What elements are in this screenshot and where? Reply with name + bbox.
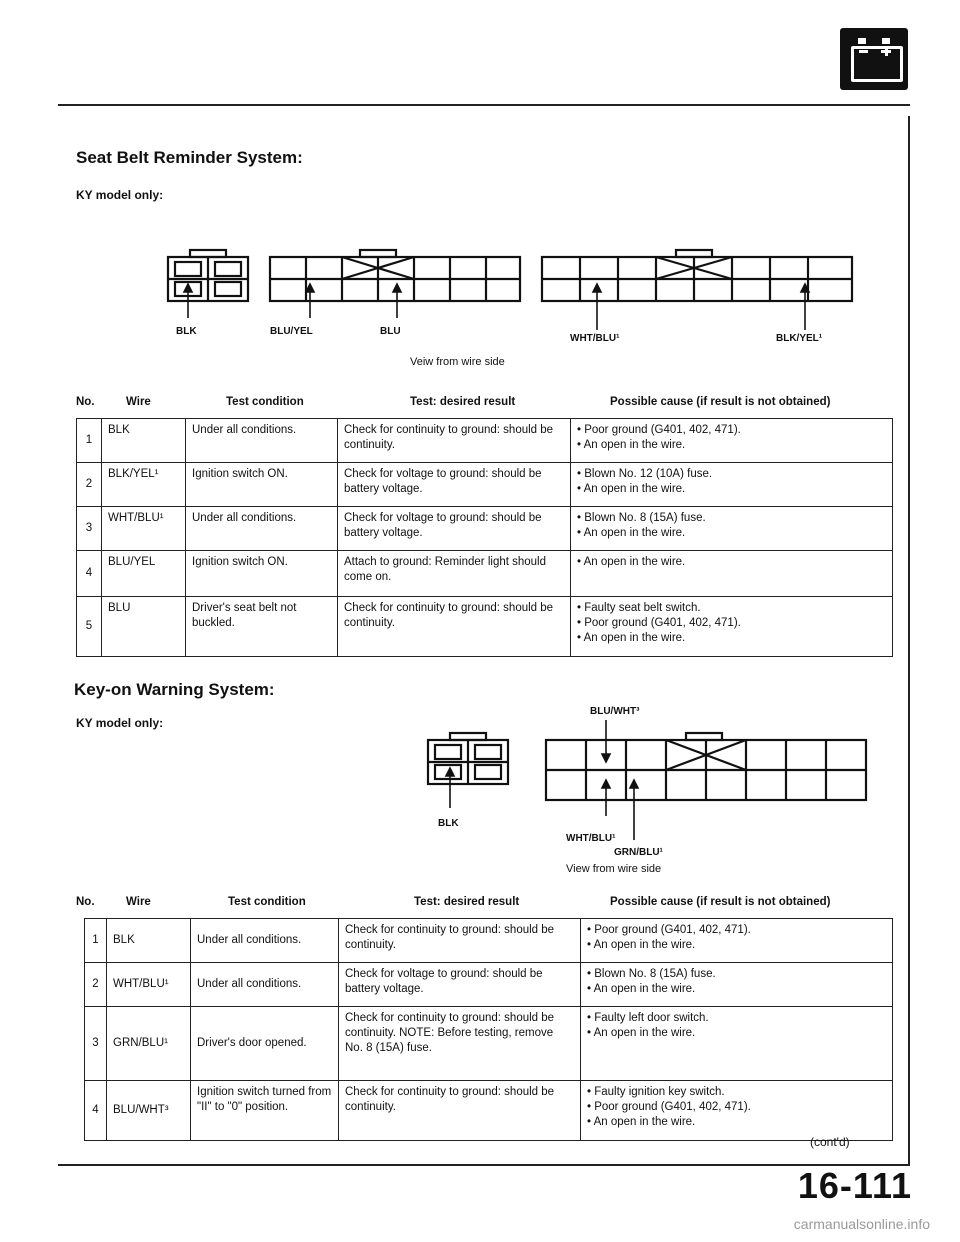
header-condition-1: Test condition (226, 396, 304, 408)
connector-diagram-2 (420, 720, 880, 840)
view-caption-1: Veiw from wire side (410, 356, 505, 368)
connector-2pin (428, 733, 508, 784)
row-causes (571, 507, 893, 551)
connector-14pin-center (270, 250, 520, 301)
cause-item: • An open in the wire. (577, 631, 686, 644)
row-causes (571, 597, 893, 657)
row-wire: GRN/BLU¹ (107, 1007, 191, 1081)
header-wire-2: Wire (126, 896, 151, 908)
header-no-2: No. (76, 896, 95, 908)
cause-item: • Blown No. 8 (15A) fuse. (587, 968, 716, 980)
table-row (85, 1007, 893, 1081)
cause-item: • An open in the wire. (577, 438, 686, 451)
wire-label-wht-blu: WHT/BLU¹ (570, 333, 620, 344)
section-title-key-on-warning: Key-on Warning System: (74, 680, 275, 699)
cause-item: • Poor ground (G401, 402, 471). (577, 424, 741, 436)
cause-item: • Blown No. 12 (10A) fuse. (577, 468, 713, 480)
table-row (77, 419, 893, 463)
table-row (77, 597, 893, 657)
connector-2pin (168, 250, 248, 301)
test-table-2 (84, 918, 893, 1141)
page-number: 16-111 (797, 1165, 912, 1206)
row-condition: Ignition switch turned from "II" to "0" position. (191, 1081, 339, 1141)
wire-label-blk-yel: BLK/YEL¹ (776, 333, 823, 344)
row-no: 4 (85, 1081, 107, 1141)
row-result: Attach to ground: Reminder light should come on. (338, 551, 571, 597)
wire-label-blk: BLK (176, 326, 197, 337)
row-causes (581, 919, 893, 963)
cause-item: • Blown No. 8 (15A) fuse. (577, 512, 706, 524)
header-result-2: Test: desired result (414, 896, 520, 908)
row-causes (581, 963, 893, 1007)
row-condition: Under all conditions. (191, 919, 339, 963)
view-caption-2: View from wire side (566, 863, 662, 875)
wire-label-blu-yel: BLU/YEL (270, 326, 313, 337)
row-no: 2 (85, 963, 107, 1007)
section-title-seat-belt: Seat Belt Reminder System: (76, 148, 303, 167)
row-causes (581, 1081, 893, 1141)
cause-item: • An open in the wire. (577, 482, 686, 495)
table-row (85, 1081, 893, 1141)
top-rule (58, 104, 910, 106)
row-no: 3 (85, 1007, 107, 1081)
row-causes (571, 463, 893, 507)
row-wire: BLU/YEL (102, 551, 186, 597)
header-wire-1: Wire (126, 396, 151, 408)
row-result: Check for continuity to ground: should be continuity. (338, 419, 571, 463)
row-condition: Under all conditions. (191, 963, 339, 1007)
cause-item: • An open in the wire. (587, 982, 696, 995)
row-condition: Driver's seat belt not buckled. (186, 597, 338, 657)
header-condition-2: Test condition (228, 896, 306, 908)
row-no: 3 (77, 507, 102, 551)
cause-item: • Faulty left door switch. (587, 1012, 709, 1024)
connector-diagram-1 (160, 240, 870, 350)
row-condition: Ignition switch ON. (186, 551, 338, 597)
row-wire: WHT/BLU¹ (107, 963, 191, 1007)
header-no-1: No. (76, 396, 95, 408)
header-result-1: Test: desired result (410, 396, 516, 408)
row-result: Check for continuity to ground: should be continuity. NOTE: Before testing, remove No. 8 (15A) fuse. (339, 1007, 581, 1081)
cause-item: • An open in the wire. (587, 938, 696, 951)
row-no: 1 (77, 419, 102, 463)
wire-label-blu-wht: BLU/WHT³ (590, 706, 640, 717)
row-no: 2 (77, 463, 102, 507)
cause-item: • An open in the wire. (587, 1026, 696, 1039)
table-row (85, 919, 893, 963)
row-causes (571, 551, 893, 597)
row-condition: Under all conditions. (186, 507, 338, 551)
right-rule (908, 116, 910, 1166)
row-causes (581, 1007, 893, 1081)
wire-label-blk-2: BLK (438, 818, 459, 829)
table-row (85, 963, 893, 1007)
row-wire: BLU (102, 597, 186, 657)
bottom-rule (58, 1164, 910, 1166)
cause-item: • Faulty ignition key switch. (587, 1086, 725, 1098)
row-result: Check for continuity to ground: should be continuity. (338, 597, 571, 657)
row-result: Check for voltage to ground: should be battery voltage. (339, 963, 581, 1007)
wire-label-blu: BLU (380, 326, 401, 337)
row-causes (571, 419, 893, 463)
row-result: Check for voltage to ground: should be battery voltage. (338, 507, 571, 551)
table-row (77, 463, 893, 507)
row-no: 4 (77, 551, 102, 597)
battery-icon (840, 28, 908, 90)
cause-item: • Faulty seat belt switch. (577, 602, 701, 614)
row-result: Check for voltage to ground: should be battery voltage. (338, 463, 571, 507)
connector-14pin (546, 733, 866, 800)
row-wire: WHT/BLU¹ (102, 507, 186, 551)
cause-item: • An open in the wire. (587, 1115, 696, 1128)
wire-label-grn-blu: GRN/BLU¹ (614, 847, 663, 858)
table-row (77, 551, 893, 597)
row-wire: BLK/YEL¹ (102, 463, 186, 507)
header-cause-1: Possible cause (if result is not obtained) (610, 396, 831, 408)
cause-item: • Poor ground (G401, 402, 471). (577, 616, 741, 629)
row-wire: BLU/WHT³ (107, 1081, 191, 1141)
cause-item: • Poor ground (G401, 402, 471). (587, 924, 751, 936)
row-no: 1 (85, 919, 107, 963)
cause-item: • Poor ground (G401, 402, 471). (587, 1100, 751, 1113)
row-no: 5 (77, 597, 102, 657)
row-condition: Under all conditions. (186, 419, 338, 463)
row-wire: BLK (107, 919, 191, 963)
model-note-1: KY model only: (76, 188, 164, 202)
row-result: Check for continuity to ground: should be continuity. (339, 1081, 581, 1141)
row-result: Check for continuity to ground: should be continuity. (339, 919, 581, 963)
watermark: carmanualsonline.info (793, 1216, 930, 1232)
table-row (77, 507, 893, 551)
wire-label-wht-blu-2: WHT/BLU¹ (566, 833, 616, 844)
cause-item: • An open in the wire. (577, 556, 686, 568)
row-condition: Ignition switch ON. (186, 463, 338, 507)
row-wire: BLK (102, 419, 186, 463)
continued-note: (cont'd) (810, 1135, 850, 1149)
row-condition: Driver's door opened. (191, 1007, 339, 1081)
test-table-1 (76, 418, 893, 657)
cause-item: • An open in the wire. (577, 526, 686, 539)
header-cause-2: Possible cause (if result is not obtained) (610, 896, 831, 908)
model-note-2: KY model only: (76, 716, 164, 730)
